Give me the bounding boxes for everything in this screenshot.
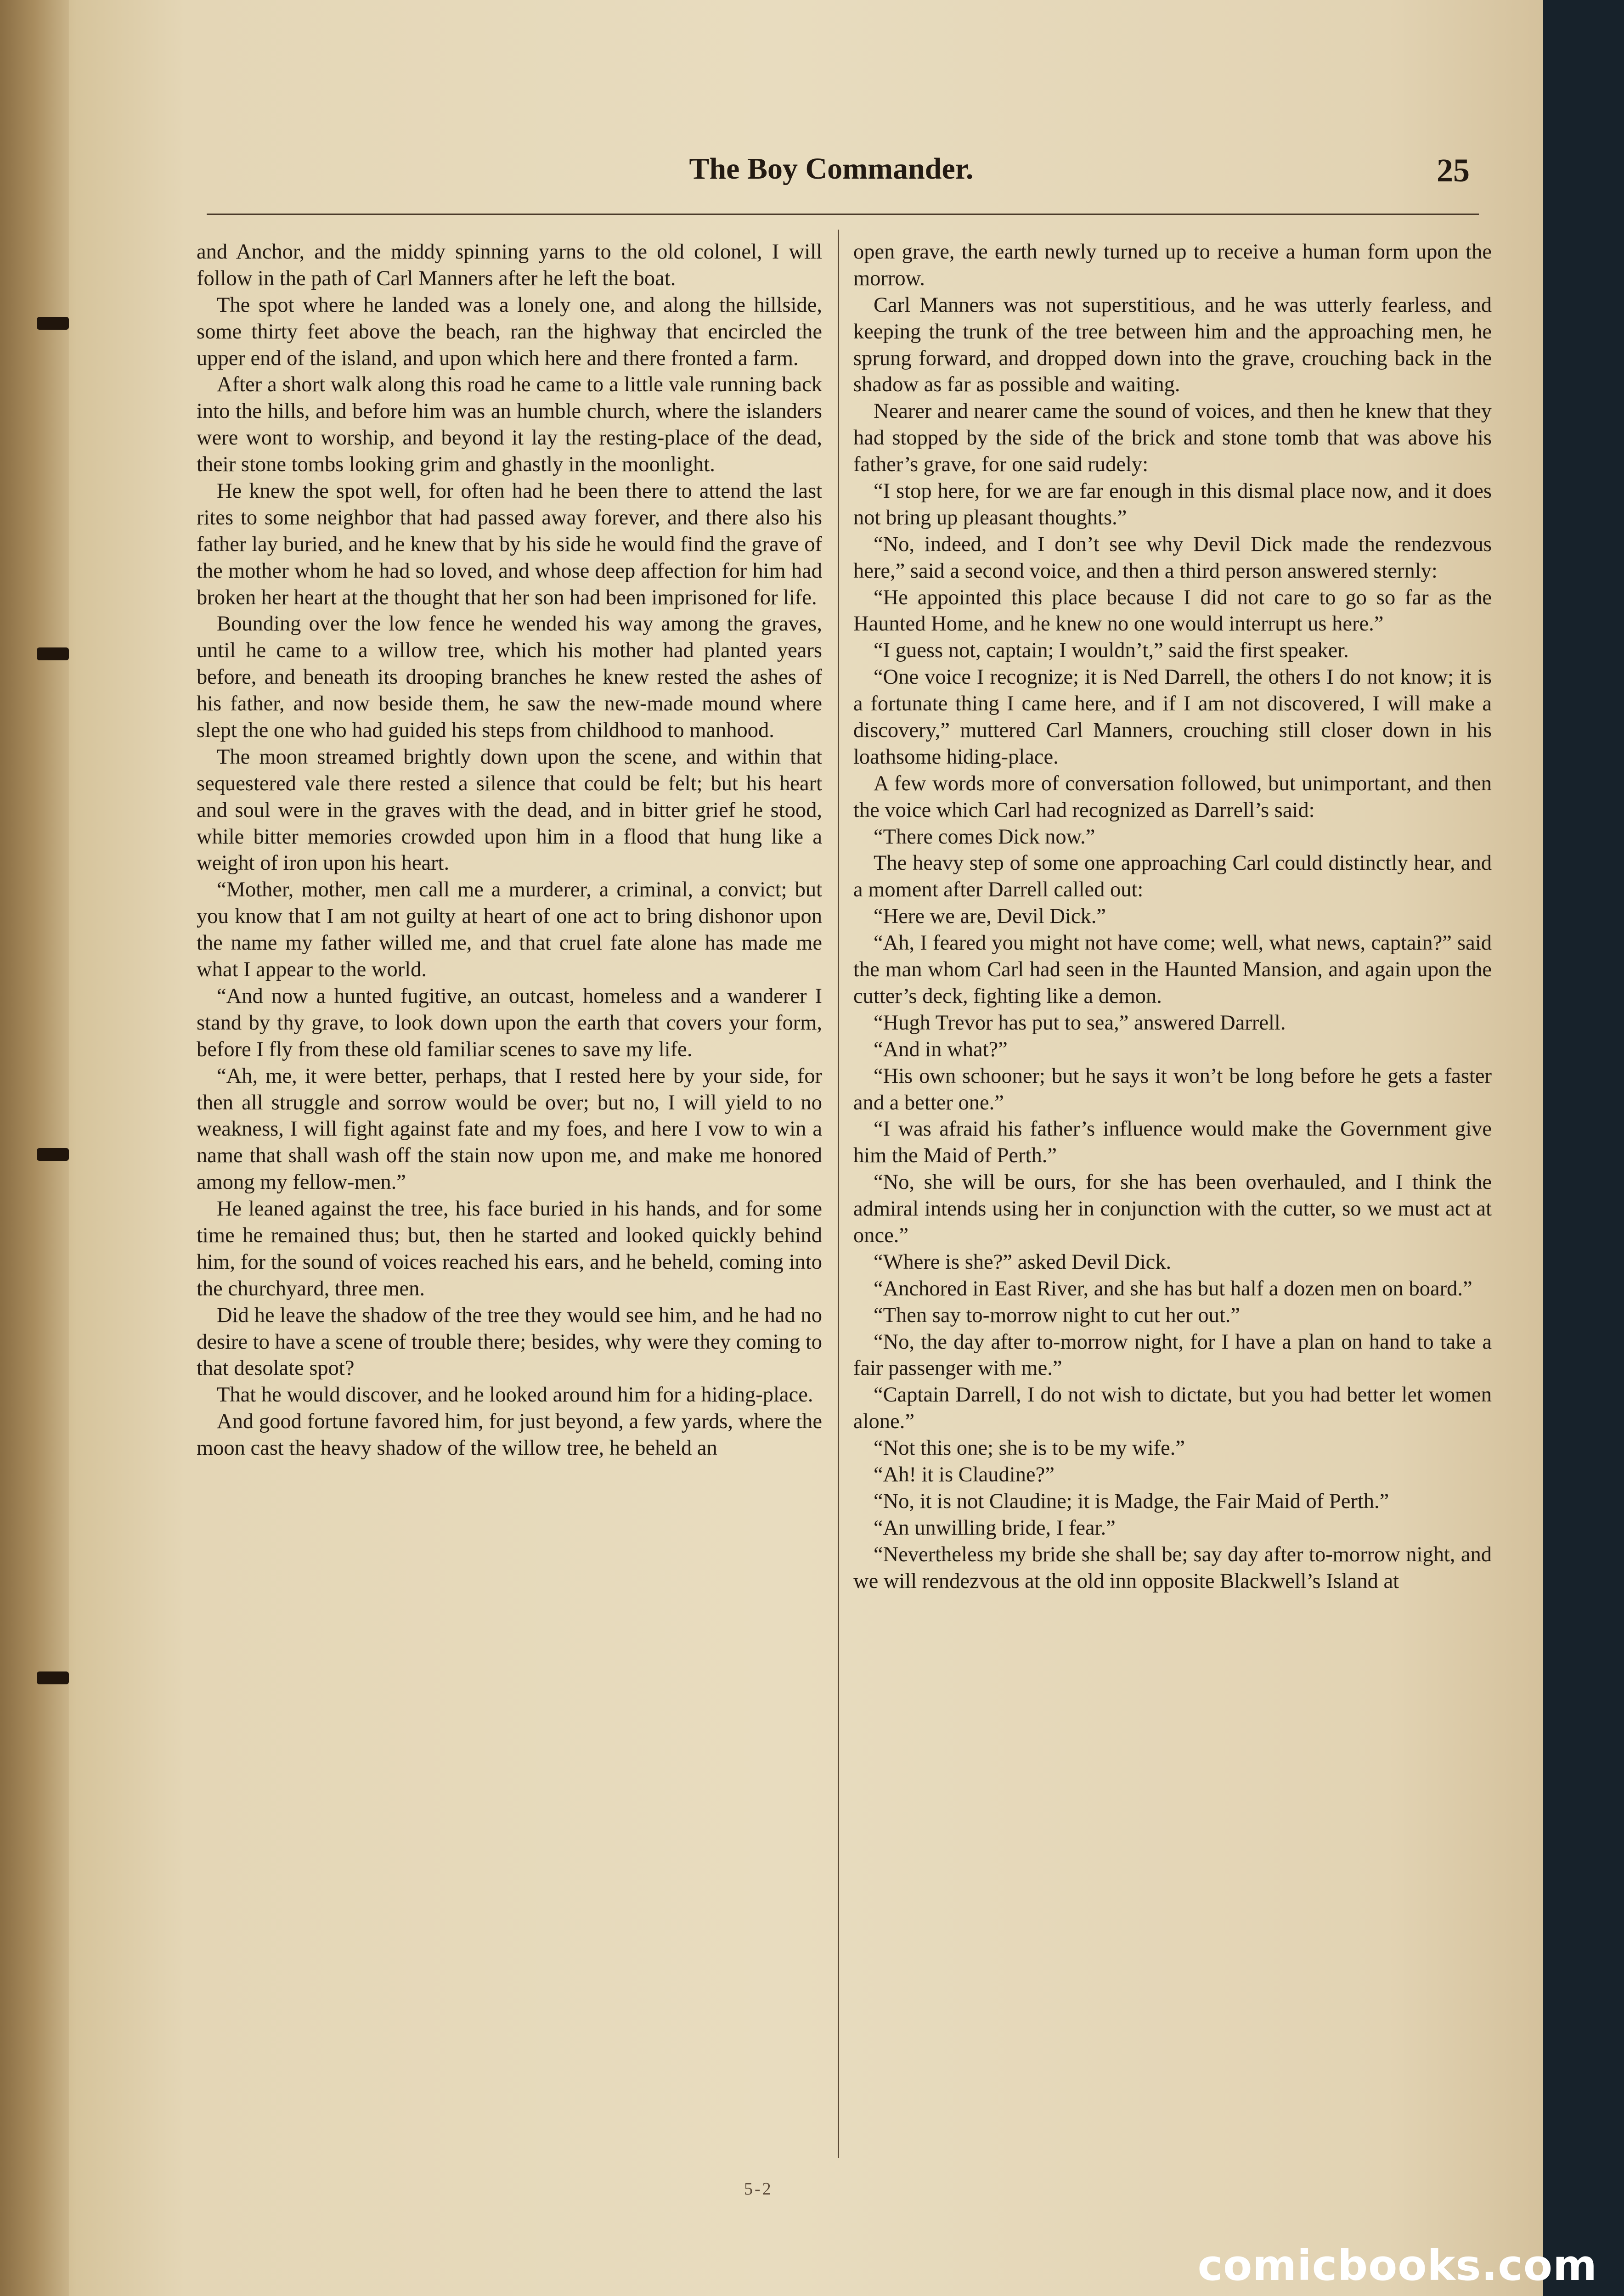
header-rule: [207, 214, 1479, 215]
paragraph: and Anchor, and the middy spinning yarns to the old colonel, I will follow in the path of Carl Manners after he left the boat.: [197, 240, 822, 290]
right-column: [853, 239, 1492, 2158]
paragraph: And good fortune favored him, for just beyond, a few yards, where the moon cast the heavy shadow of the willow tree, he beheld an: [197, 1410, 822, 1460]
paragraph: “And now a hunted fugitive, an outcast, homeless and a wanderer I stand by thy grave, to look down upon the earth that covers your form, before I fly from these old familiar scenes to save my life.: [197, 984, 822, 1061]
paragraph: “Here we are, Devil Dick.”: [874, 905, 1106, 929]
paragraph: The spot where he landed was a lonely one, and along the hillside, some thirty feet above the beach, ran the highway that encircled the upper end of the island, and upon which here and there fronted a farm.: [197, 293, 822, 370]
paragraph: “No, she will be ours, for she has been overhauled, and I think the admiral intends using her in conjunction with the cutter, so we must act at once.”: [853, 1171, 1492, 1247]
paragraph: He knew the spot well, for often had he been there to attend the last rites to some neighbor that had passed away forever, and there also his father lay buried, and he knew that by his side he would find the grave of the mother whom he had so loved, and whose deep affection for him had broken her heart at the thought that her son had been imprisoned for life.: [197, 479, 822, 609]
left-column: [197, 239, 822, 2158]
paragraph: “There comes Dick now.”: [874, 825, 1095, 849]
binding-stitch: [37, 1148, 69, 1161]
paragraph: “No, it is not Claudine; it is Madge, the Fair Maid of Perth.”: [874, 1489, 1389, 1513]
binding-stitch: [37, 1671, 69, 1684]
paragraph: “Ah, I feared you might not have come; well, what news, captain?” said the man whom Carl had seen in the Haunted Mansion, and again upon the cutter’s deck, fighting like a demon.: [853, 931, 1492, 1008]
binding-stitch: [37, 317, 69, 330]
paragraph: “Ah, me, it were better, perhaps, that I rested here by your side, for then all struggle and sorrow would be over; but no, I will yield to no weakness, I will fight against fate and my foes, and here I vow to win a name that shall wash off the stain now upon me, and make me honored among my fellow-men.”: [197, 1064, 822, 1194]
page-header: [193, 152, 1470, 207]
paragraph: Nearer and nearer came the sound of voices, and then he knew that they had stopped by the side of the brick and stone tomb that was above his father’s grave, for one said rudely:: [853, 400, 1492, 477]
paragraph: The moon streamed brightly down upon the scene, and within that sequestered vale there rested a silence that could be felt; but his heart and soul were in the graves with the dead, and in bitter grief he stood, while bitter memories crowded upon him in a flood that hung like a weight of iron upon his heart.: [197, 745, 822, 875]
paragraph: “And in what?”: [874, 1037, 1008, 1061]
paragraph: “Nevertheless my bride she shall be; say day after to-morrow night, and we will rendezvous at the old inn opposite Blackwell’s Island at: [853, 1542, 1492, 1593]
paragraph: “I guess not, captain; I wouldn’t,” said the first speaker.: [874, 639, 1349, 663]
paragraph: Carl Manners was not superstitious, and he was utterly fearless, and keeping the trunk of the tree between him and the approaching men, he sprung forward, and dropped down into the grave, crouching back in the shadow as far as possible and waiting.: [853, 293, 1492, 397]
paragraph: open grave, the earth newly turned up to receive a human form upon the morrow.: [853, 240, 1492, 290]
paragraph: “Hugh Trevor has put to sea,” answered Darrell.: [874, 1011, 1286, 1035]
paragraph: “One voice I recognize; it is Ned Darrell, the others I do not know; it is a fortunate thing I came here, and if I am not discovered, I will make a discovery,” muttered Carl Manners, crouching still closer down in his loathsome hiding-place.: [853, 665, 1492, 769]
paragraph: “No, indeed, and I don’t see why Devil Dick made the rendezvous here,” said a second voice, and then a third person answered sternly:: [853, 532, 1492, 583]
page-number: 25: [1437, 152, 1470, 189]
paragraph: “Then say to-morrow night to cut her out.”: [874, 1303, 1241, 1327]
signature-mark: 5-2: [744, 2179, 773, 2199]
binding-stitch: [37, 647, 69, 660]
paragraph: “Where is she?” asked Devil Dick.: [874, 1250, 1172, 1274]
paragraph: “Captain Darrell, I do not wish to dictate, but you had better let women alone.”: [853, 1383, 1492, 1434]
paragraph: “His own schooner; but he says it won’t be long before he gets a faster and a better one.”: [853, 1064, 1492, 1114]
column-divider: [838, 230, 839, 2158]
paragraph: “Not this one; she is to be my wife.”: [874, 1436, 1185, 1460]
paragraph: After a short walk along this road he came to a little vale running back into the hills, and before him was an humble church, where the islanders were wont to worship, and beyond it lay the resting-place of the dead, their stone tombs looking grim and ghastly in the moonlight.: [197, 373, 822, 477]
paragraph: The heavy step of some one approaching Carl could distinctly hear, and a moment after Darrell called out:: [853, 851, 1492, 902]
running-title: The Boy Commander.: [689, 152, 974, 186]
paragraph: He leaned against the tree, his face buried in his hands, and for some time he remained thus; but, then he started and looked quickly behind him, for the sound of voices reached his ears, and he beheld, coming into the churchyard, three men.: [197, 1197, 822, 1300]
paragraph: “An unwilling bride, I fear.”: [874, 1516, 1116, 1540]
paragraph: “Ah! it is Claudine?”: [874, 1463, 1054, 1486]
paragraph: “I stop here, for we are far enough in this dismal place now, and it does not bring up pleasant thoughts.”: [853, 479, 1492, 529]
paragraph: Bounding over the low fence he wended his way among the graves, until he came to a willow tree, which his mother had planted years before, and beneath its drooping branches he knew rested the ashes of his father, and now beside them, he saw the new-made mound where slept the one who had guided his steps from childhood to manhood.: [197, 612, 822, 743]
paragraph: A few words more of conversation followed, but unimportant, and then the voice which Carl had recognized as Darrell’s said:: [853, 771, 1492, 822]
paragraph: “No, the day after to-morrow night, for I have a plan on hand to take a fair passenger with me.”: [853, 1330, 1492, 1380]
watermark: comicbooks.com: [1197, 2241, 1597, 2290]
paragraph: “I was afraid his father’s influence would make the Government give him the Maid of Perth.”: [853, 1117, 1492, 1168]
paragraph: That he would discover, and he looked around him for a hiding-place.: [217, 1383, 813, 1407]
paragraph: Did he leave the shadow of the tree they would see him, and he had no desire to have a scene of trouble there; besides, why were they coming to that desolate spot?: [197, 1303, 822, 1380]
paragraph: “Anchored in East River, and she has but half a dozen men on board.”: [874, 1277, 1472, 1300]
paragraph: “Mother, mother, men call me a murderer, a criminal, a convict; but you know that I am not guilty at heart of one act to bring dishonor upon the name my father willed me, and that cruel fate alone has made me what I appear to the world.: [197, 878, 822, 982]
paragraph: “He appointed this place because I did not care to go so far as the Haunted Home, and he knew no one would interrupt us here.”: [853, 585, 1492, 636]
